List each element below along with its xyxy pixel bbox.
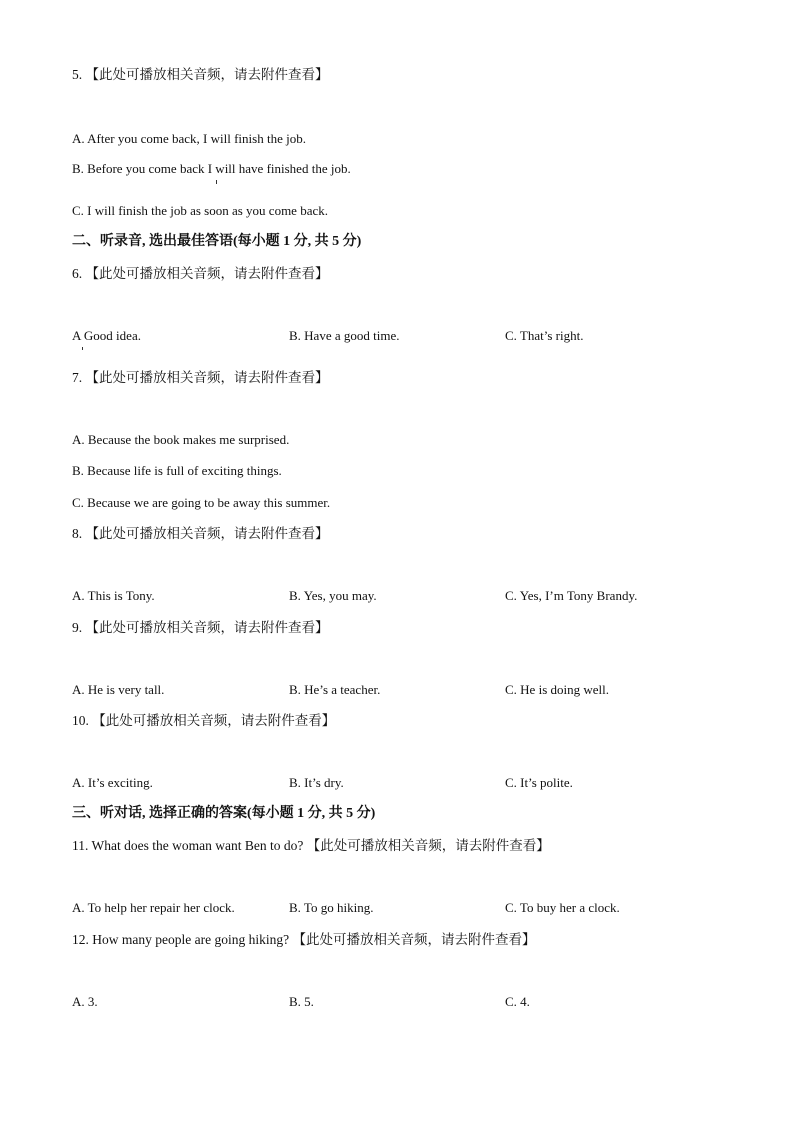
- question-7-option-b: B. Because life is full of exciting things.: [72, 463, 282, 478]
- section-3-title: 三、听对话, 选择正确的答案(每小题 1 分, 共 5 分): [72, 806, 376, 821]
- question-5-option-b: B. Before you come back I will have finished the job.: [72, 161, 351, 176]
- question-8-option-a: A. This is Tony.: [72, 588, 155, 603]
- stray-mark: [216, 180, 217, 184]
- question-10-option-b: B. It’s dry.: [289, 775, 344, 790]
- question-10-option-a: A. It’s exciting.: [72, 775, 153, 790]
- question-10-option-c: C. It’s polite.: [505, 775, 573, 790]
- question-11-option-b: B. To go hiking.: [289, 900, 374, 915]
- question-9-option-b: B. He’s a teacher.: [289, 682, 381, 697]
- question-8-option-c: C. Yes, I’m Tony Brandy.: [505, 588, 638, 603]
- question-11-option-a: A. To help her repair her clock.: [72, 900, 235, 915]
- question-12-option-c: C. 4.: [505, 994, 530, 1009]
- question-6-stem: 6. 【此处可播放相关音频，请去附件查看】: [72, 266, 329, 281]
- question-7-option-a: A. Because the book makes me surprised.: [72, 432, 290, 447]
- question-11-stem: 11. What does the woman want Ben to do? 【此处可播放相关音频，请去附件查看】: [72, 838, 550, 853]
- question-6-option-b: B. Have a good time.: [289, 328, 400, 343]
- question-8-stem: 8. 【此处可播放相关音频，请去附件查看】: [72, 526, 329, 541]
- question-12-stem: 12. How many people are going hiking? 【此处可播放相关音频，请去附件查看】: [72, 932, 536, 947]
- question-6-option-a: A Good idea.: [72, 328, 141, 343]
- question-5-option-c: C. I will finish the job as soon as you come back.: [72, 203, 328, 218]
- question-6-option-c: C. That’s right.: [505, 328, 584, 343]
- stray-mark: [82, 347, 83, 350]
- question-9-stem: 9. 【此处可播放相关音频，请去附件查看】: [72, 620, 329, 635]
- question-7-option-c: C. Because we are going to be away this summer.: [72, 495, 331, 510]
- question-5-option-a: A. After you come back, I will finish the job.: [72, 131, 306, 146]
- question-11-option-c: C. To buy her a clock.: [505, 900, 620, 915]
- question-9-option-a: A. He is very tall.: [72, 682, 165, 697]
- question-12-option-b: B. 5.: [289, 994, 314, 1009]
- question-10-stem: 10. 【此处可播放相关音频，请去附件查看】: [72, 713, 336, 728]
- question-12-option-a: A. 3.: [72, 994, 98, 1009]
- question-7-stem: 7. 【此处可播放相关音频，请去附件查看】: [72, 370, 329, 385]
- question-8-option-b: B. Yes, you may.: [289, 588, 377, 603]
- question-5-stem: 5. 【此处可播放相关音频，请去附件查看】: [72, 67, 329, 82]
- section-2-title: 二、听录音, 选出最佳答语(每小题 1 分, 共 5 分): [72, 234, 362, 249]
- question-9-option-c: C. He is doing well.: [505, 682, 609, 697]
